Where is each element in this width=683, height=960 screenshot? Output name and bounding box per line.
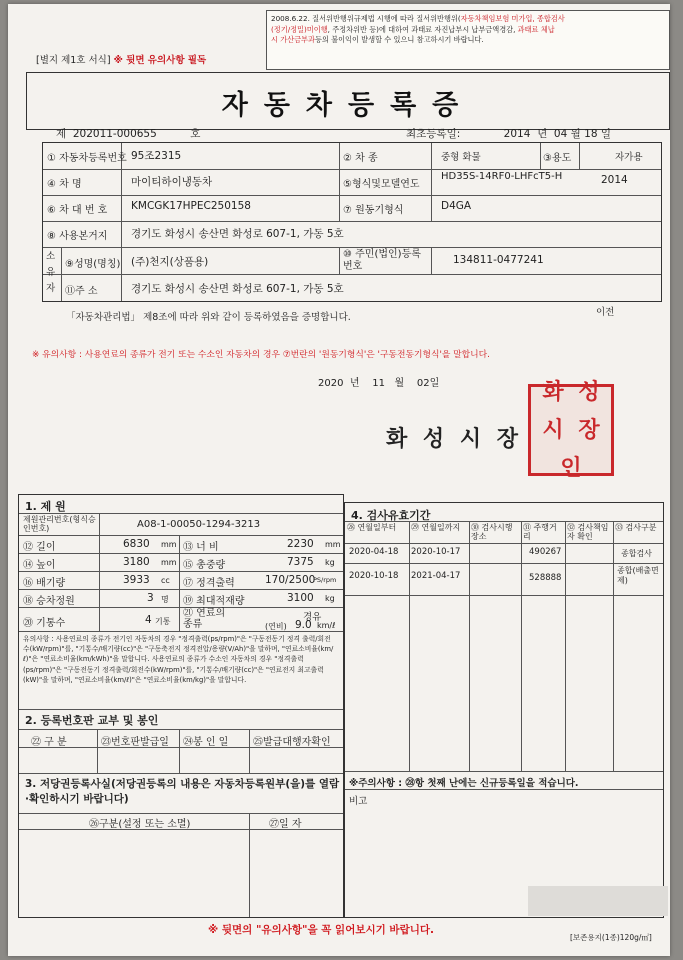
spec-note: 유의사항 : 사용연료의 종류가 전기인 자동차의 경우 "정격출력(ps/rpm)"은 "구동전동기 정격 출력/회전수(kW/rpm)"를, "기통수/배기량(cc)"은 "구동축전지 정격전압/용량(V/Ah)"을 말하며, "연료소비율(km/ℓ)"은 "연료소비율(km/kWh)"을 말합니다. 사용연료의 종류가 수소인 자동차의 경우 "정격출력(ps/rpm)"은 "구동전동기 정격출력/회전수(kW/rpm)"를, "기통수/배기량(cc)"은 "연료전지 최고출력(kW)"을 말하며, "연료소비율(km/ℓ)"은 "연료소비율(km/kg)"을 말합니다. — [23, 635, 334, 684]
owner-side-label: 소유자 — [46, 251, 56, 294]
field-label-usage: ③용도 — [543, 153, 572, 164]
spec-disp-unit: cc — [161, 576, 170, 585]
spec-title: 1. 제 원 — [25, 500, 66, 513]
insp-col-sign: ㉜ 검사책임자 확인 — [567, 523, 609, 541]
spec-width: 2230 — [287, 538, 314, 550]
field-label-base-address: ⑧ 사용본거지 — [47, 231, 108, 242]
redacted-area — [528, 886, 668, 916]
insp-row2-from: 2020-10-18 — [349, 571, 399, 581]
lien-col-date: ㉗일 자 — [269, 819, 302, 830]
spec-eff: 9.0 — [295, 619, 312, 631]
vehicle-info-table — [42, 142, 662, 302]
insp-row1-km: 490267 — [529, 547, 562, 557]
penalty-notice-box: 2008.6.22. 질서위반행위규제법 시행에 따라 질서위반행위(자동차책임보험 미가입, 종합검사 (정기/정밀)미이행, 주정차위반 등)에 대하여 과태료 자진납부시 납부금액경감, 과태료 체납 시 가산금부과등의 불이익이 발생할 수 있으니 참고하시기 바랍니다. — [266, 10, 670, 70]
field-model: HD35S-14RF0-LHFcT5-H — [441, 171, 563, 182]
spec-power: 170/2500 — [265, 574, 316, 586]
issuer-name: 화 성 시 장 — [386, 426, 522, 452]
field-engine-type: D4GA — [441, 200, 472, 212]
plate-col-seal-date: ㉔봉 인 일 — [183, 737, 229, 748]
field-owner-address: 경기도 화성시 송산면 화성로 607-1, 가동 5호 — [131, 283, 344, 295]
spec-id: A08-1-00050-1294-3213 — [137, 519, 261, 530]
spec-height-unit: mm — [161, 558, 177, 567]
spec-eff-unit: km/ℓ — [317, 621, 336, 630]
field-reg-number: 95조2315 — [131, 150, 182, 162]
remarks-label: 비고 — [349, 796, 368, 807]
lien-col-type: ㉖구분(설정 또는 소멸) — [89, 819, 191, 830]
field-vehicle-type: 중형 화물 — [441, 152, 481, 163]
spec-load: 3100 — [287, 592, 314, 604]
spec-disp: 3933 — [123, 574, 150, 586]
official-seal: 화 성 시 장 인 — [528, 384, 614, 476]
insp-row2-km: 528888 — [529, 573, 562, 583]
spec-gross: 7375 — [287, 556, 314, 568]
field-label-model-year: ⑤형식및모델연도 — [343, 179, 420, 190]
field-vehicle-name: 마이티하이냉동차 — [131, 176, 213, 188]
spec-gross-unit: kg — [325, 558, 335, 567]
field-label-vehicle-type: ② 차 종 — [343, 153, 378, 164]
insp-row1-type: 종합검사 — [621, 549, 652, 558]
spec-height-label: ⑭ 높이 — [23, 560, 56, 571]
spec-length-label: ⑫ 길이 — [23, 542, 56, 553]
insp-col-type: ㉝ 검사구분 — [615, 523, 657, 532]
first-registration-date: 최초등록일: 2014 년 04 월 18 일 — [406, 128, 612, 140]
inspection-title: 4. 검사유효기간 — [351, 509, 431, 522]
field-label-engine-type: ⑦ 원동기형식 — [343, 205, 404, 216]
spec-load-label: ⑲ 최대적재량 — [183, 596, 245, 607]
spec-disp-label: ⑯ 배기량 — [23, 578, 66, 589]
spec-eff-label: (연비) — [265, 622, 287, 631]
plate-col-type: ㉒ 구 분 — [31, 737, 67, 748]
field-model-year: 2014 — [601, 174, 628, 186]
transfer-label: 이전 — [596, 307, 615, 318]
registration-number: 제 202011-000655 호 — [56, 128, 201, 140]
insp-row2-type: 종합(배출면제) — [617, 566, 659, 585]
field-vin: KMCGK17HPEC250158 — [131, 200, 251, 212]
plate-col-agent: ㉕발급대행자확인 — [253, 737, 331, 748]
spec-seats-label: ⑱ 승차정원 — [23, 596, 75, 607]
insp-row1-from: 2020-04-18 — [349, 547, 399, 557]
spec-id-label: 제원관리번호(형식승인번호) — [23, 515, 96, 533]
field-label-owner-name: ⑨성명(명칭) — [65, 259, 121, 270]
insp-col-to: ㉙ 연월일까지 — [411, 523, 461, 532]
spec-length: 6830 — [123, 538, 150, 550]
spec-height: 3180 — [123, 556, 150, 568]
inspection-note: ※주의사항 : ㉘항 첫째 난에는 신규등록일을 적습니다. — [349, 778, 579, 789]
spec-length-unit: mm — [161, 540, 177, 549]
field-corp-number: 134811-0477241 — [453, 254, 544, 266]
plate-title: 2. 등록번호판 교부 및 봉인 — [25, 714, 159, 727]
title-box — [26, 72, 670, 130]
spec-power-label: ⑰ 정격출력 — [183, 578, 235, 589]
form-label: [별지 제1호 서식] ※ 뒷면 유의사항 필독 — [36, 55, 207, 66]
insp-col-place: ㉚ 검사시행장소 — [471, 523, 513, 541]
spec-width-label: ⑬ 너 비 — [183, 542, 219, 553]
spec-section — [18, 494, 344, 918]
insp-row2-to: 2021-04-17 — [411, 571, 461, 581]
field-label-reg-number: ① 자동차등록번호 — [47, 153, 127, 164]
spec-power-unit: PS/rpm — [313, 576, 337, 584]
field-usage: 자가용 — [615, 152, 643, 163]
spec-fuel-label: ㉑ 연료의 종류 — [183, 608, 226, 630]
spec-gross-label: ⑮ 총중량 — [183, 560, 226, 571]
document-title: 자동차등록증 — [221, 90, 475, 121]
inspection-section — [344, 502, 664, 918]
spec-width-unit: mm — [325, 540, 341, 549]
insp-col-from: ㉘ 연월일부터 — [347, 523, 397, 532]
field-label-vin: ⑥ 차 대 번 호 — [47, 205, 108, 216]
issue-date: 2020 년 11 월 02일 — [318, 378, 440, 389]
paper-spec: [보존용지(1종)120g/㎡] — [570, 933, 652, 942]
spec-load-unit: kg — [325, 594, 335, 603]
certification-statement: 「자동차관리법」 제8조에 따라 위와 같이 등록하였음을 증명합니다. — [66, 312, 351, 323]
insp-col-km: ㉛ 주행거리 — [523, 523, 557, 541]
field-owner-name: (주)천지(상품용) — [131, 256, 209, 268]
fuel-note: ※ 유의사항 : 사용연료의 종류가 전기 또는 수소인 자동차의 경우 ⑦번란의 '원동기형식'은 '구동전동기형식'을 말합니다. — [32, 350, 490, 360]
spec-cyl-label: ⑳ 기통수 — [23, 618, 66, 629]
insp-row1-to: 2020-10-17 — [411, 547, 461, 557]
field-label-corp-number: ⑩ 주민(법인)등록번호 — [343, 249, 421, 272]
field-label-vehicle-name: ④ 차 명 — [47, 179, 82, 190]
spec-fuel: 경유 — [303, 612, 322, 623]
bottom-notice: ※ 뒷면의 "유의사항"을 꼭 읽어보시기 바랍니다. — [208, 924, 434, 936]
spec-cyl-unit: 기통 — [155, 617, 171, 626]
spec-cyl: 4 — [145, 614, 152, 626]
spec-seats: 3 — [147, 592, 154, 604]
field-label-owner-address: ⑪주 소 — [65, 286, 98, 297]
lien-title: 3. 저당권등록사실(저당권등록의 내용은 자동차등록원부(을)를 열람·확인하시기 바랍니다) — [25, 778, 340, 805]
registration-certificate — [8, 4, 670, 956]
field-base-address: 경기도 화성시 송산면 화성로 607-1, 가동 5호 — [131, 228, 344, 240]
plate-col-issue-date: ㉓번호판발급일 — [101, 737, 169, 748]
spec-seats-unit: 명 — [161, 595, 169, 604]
